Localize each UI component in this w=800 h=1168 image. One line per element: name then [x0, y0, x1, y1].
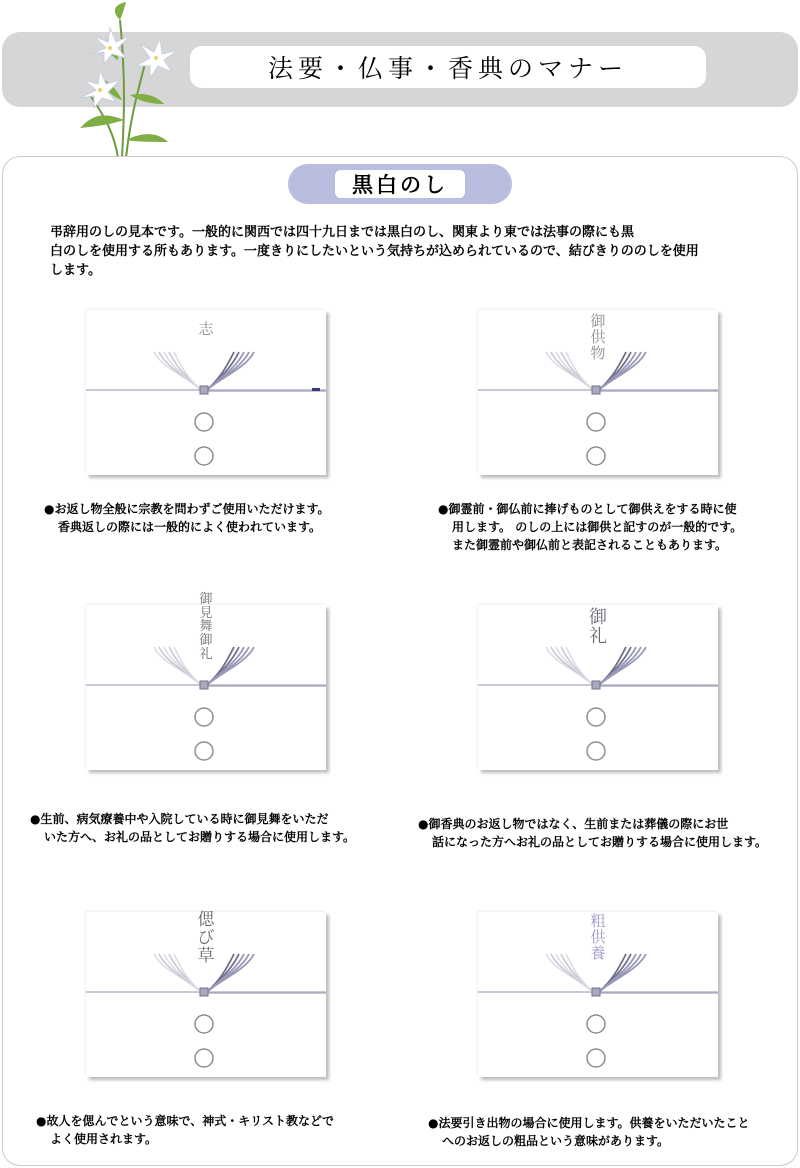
noshi-label: 偲 び 草 [197, 910, 215, 966]
noshi-sample [86, 592, 326, 770]
intro-line: 弔辞用のしの見本です。一般的に関西では四十九日までは黒白のし、関東より東では法事の際にも黒 [50, 225, 634, 240]
noshi-sample [478, 912, 718, 1077]
lily-flower-icon [60, 0, 200, 160]
noshi-label: 粗 供 養 [590, 912, 606, 962]
card-caption: ●法要引き出物の場合に使用します。供養をいただいたこと へのお返しの粗品という意味があります。 [428, 1116, 750, 1148]
intro-line: します。 [50, 263, 101, 278]
noshi-label: 御 供 物 [590, 312, 606, 362]
noshi-sample [86, 310, 326, 475]
card-caption: ●お返し物全般に宗教を問わずご使用いただけます。 香典返しの際には一般的によく使われています。 [44, 502, 330, 534]
card-caption: ●生前、病気療養中や入院している時に御見舞をいただ いた方へ、お礼の品としてお贈りする場合に使用します。 [30, 812, 356, 844]
intro-line: 白のしを使用する所もあります。一度きりにしたいという気持ちが込められているので、結びきりののしを使用 [50, 244, 699, 259]
noshi-sample [86, 912, 326, 1077]
section-title: 黒白のし [335, 170, 465, 198]
noshi-sample [478, 605, 718, 770]
noshi-label: 御 見 舞 御 礼 [199, 592, 213, 662]
noshi-sample [478, 310, 718, 475]
noshi-label: 御 礼 [589, 607, 607, 647]
page-title: 法要・仏事・香典のマナー [190, 46, 706, 88]
card-caption: ●御香典のお返し物ではなく、生前または葬儀の際にお世 話になった方へお礼の品としてお贈りする場合に使用します。 [418, 817, 768, 849]
intro-text [50, 223, 760, 280]
card-caption: ●故人を偲んでという意味で、神式・キリスト教などで よく使用されます。 [36, 1114, 334, 1146]
card-caption: ●御霊前・御仏前に捧げものとして御供えをする時に使 用します。 のしの上には御供と記すのが一般的です。 また御霊前や御仏前と表記されることもあります。 [438, 502, 743, 552]
noshi-label: 志 [198, 320, 214, 338]
